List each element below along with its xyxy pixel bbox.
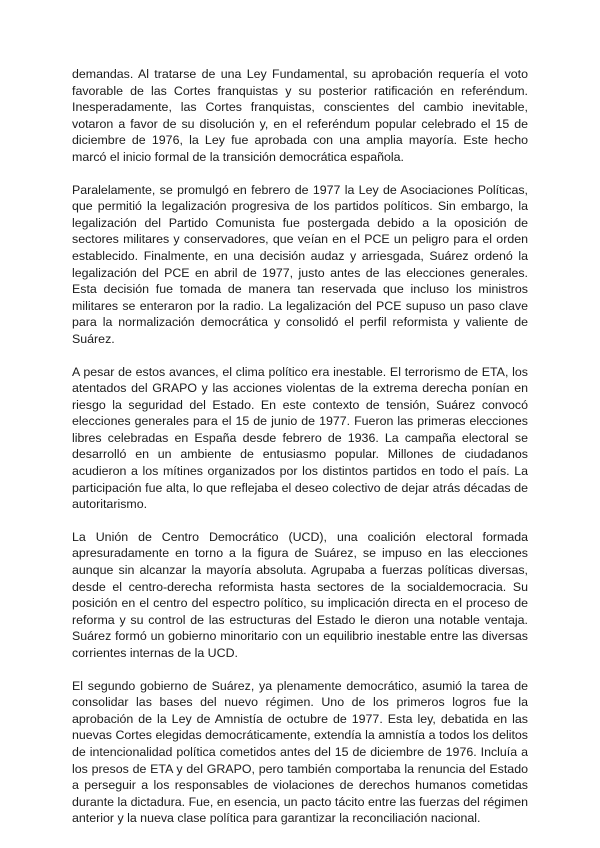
document-body (72, 66, 528, 843)
paragraph-1: demandas. Al tratarse de una Ley Fundamental, su aprobación requería el voto favorable de las Cortes franquistas y su posterior ratificación en referéndum. Inesperadamente, las Cortes franquistas, conscientes del cambio inevitable, votaron a favor de su disolución y, en el referéndum popular celebrado el 15 de diciembre de 1976, la Ley fue aprobada con una amplia mayoría. Este hecho marcó el inicio formal de la transición democrática española. (72, 67, 528, 164)
paragraph-2: Paralelamente, se promulgó en febrero de 1977 la Ley de Asociaciones Políticas, que permitió la legalización progresiva de los partidos políticos. Sin embargo, la legalización del Partido Comunista fue postergada debido a la oposición de sectores militares y conservadores, que veían en el PCE un peligro para el orden establecido. Finalmente, en una decisión audaz y arriesgada, Suárez ordenó la legalización del PCE en abril de 1977, justo antes de las elecciones generales. Esta decisión fue tomada de manera tan reservada que incluso los ministros militares se enteraron por la radio. La legalización del PCE supuso un paso clave para la normalización democrática y consolidó el perfil reformista y valiente de Suárez. (72, 182, 528, 346)
paragraph-3: A pesar de estos avances, el clima político era inestable. El terrorismo de ETA, los atentados del GRAPO y las acciones violentas de la extrema derecha ponían en riesgo la seguridad del Estado. En este contexto de tensión, Suárez convocó elecciones generales para el 15 de junio de 1977. Fueron las primeras elecciones libres celebradas en España desde febrero de 1936. La campaña electoral se desarrolló en un ambiente de entusiasmo popular. Millones de ciudadanos acudieron a los mítines organizados por los distintos partidos en todo el país. La participación fue alta, lo que reflejaba el deseo colectivo de dejar atrás décadas de autoritarismo. (72, 364, 528, 512)
paragraph-4: La Unión de Centro Democrático (UCD), una coalición electoral formada apresuradamente en torno a la figura de Suárez, se impuso en las elecciones aunque sin alcanzar la mayoría absoluta. Agrupaba a fuerzas políticas diversas, desde el centro-derecha reformista hasta sectores de la socialdemocracia. Su posición en el centro del espectro político, su implicación directa en el proceso de reforma y su control de las estructuras del Estado le dieron una notable ventaja. Suárez formó un gobierno minoritario con un equilibrio inestable entre las diversas corrientes internas de la UCD. (72, 529, 528, 660)
paragraph-5: El segundo gobierno de Suárez, ya plenamente democrático, asumió la tarea de consolidar las bases del nuevo régimen. Uno de los primeros logros fue la aprobación de la Ley de Amnistía de octubre de 1977. Esta ley, debatida en las nuevas Cortes elegidas democráticamente, extendía la amnistía a todos los delitos de intencionalidad política cometidos antes del 15 de diciembre de 1976. Incluía a los presos de ETA y del GRAPO, pero también comportaba la renuncia del Estado a perseguir a los responsables de violaciones de derechos humanos cometidas durante la dictadura. Fue, en esencia, un pacto tácito entre las fuerzas del régimen anterior y la nueva clase política para garantizar la reconciliación nacional. (72, 678, 528, 826)
